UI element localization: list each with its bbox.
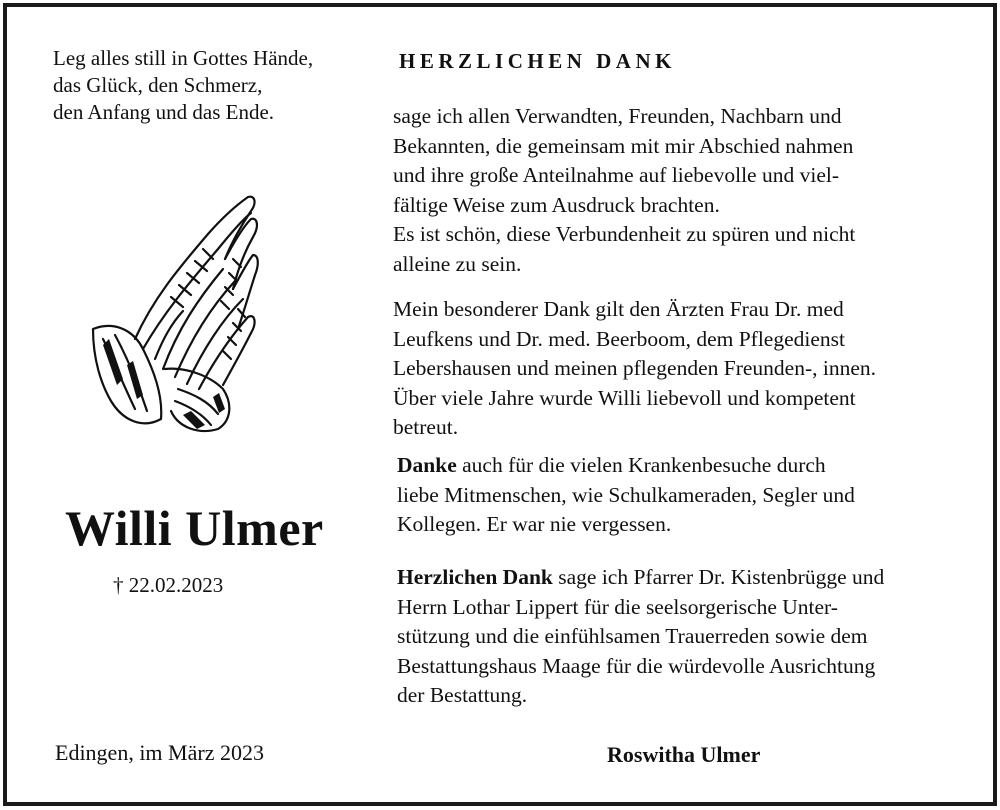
text-line: Leufkens und Dr. med. Beerboom, dem Pflegedienst: [393, 326, 845, 351]
poem-line: Leg alles still in Gottes Hände,: [53, 46, 314, 70]
text-line: betreut.: [393, 415, 459, 439]
paragraph-visits: [397, 451, 855, 540]
paragraph-doctors: [393, 295, 876, 443]
text-line: der Bestattung.: [397, 683, 528, 707]
place-date: Edingen, im März 2023: [55, 740, 264, 765]
text-line: Herrn Lothar Lippert für die seelsorgerische Unter-: [397, 594, 838, 619]
deceased-name: Willi Ulmer: [65, 500, 324, 556]
lead-word: Herzlichen Dank: [397, 565, 553, 589]
poem-line: den Anfang und das Ende.: [53, 100, 275, 124]
signature: Roswitha Ulmer: [607, 742, 761, 767]
death-date: † 22.02.2023: [113, 573, 224, 597]
praying-hands-icon: [83, 189, 263, 439]
lead-word: Danke: [397, 453, 457, 477]
text-line: liebe Mitmenschen, wie Schulkameraden, Segler und: [397, 482, 855, 507]
text-line: [397, 563, 884, 593]
obituary-card: [3, 3, 997, 806]
text-line: und ihre große Anteilnahme auf liebevolle und viel-: [393, 163, 839, 187]
poem-line: das Glück, den Schmerz,: [53, 73, 263, 97]
text-line: fältige Weise zum Ausdruck brachten.: [393, 192, 720, 217]
text-line: Kollegen. Er war nie vergessen.: [397, 512, 672, 536]
text-line: sage ich allen Verwandten, Freunden, Nachbarn und: [393, 104, 842, 128]
text-line: [397, 451, 855, 481]
paragraph-pastor: [397, 563, 884, 711]
heading: HERZLICHEN DANK: [399, 49, 676, 73]
line-rest: sage ich Pfarrer Dr. Kistenbrügge und: [552, 565, 885, 589]
poem: [53, 45, 313, 126]
paragraph-thanks: [393, 102, 855, 279]
text-line: alleine zu sein.: [393, 251, 522, 276]
text-line: stützung und die einfühlsamen Trauerreden sowie dem: [397, 624, 868, 648]
text-line: Bekannten, die gemeinsam mit mir Abschied nahmen: [393, 133, 854, 158]
text-line: Es ist schön, diese Verbundenheit zu spüren und nicht: [393, 222, 856, 246]
text-line: Lebershausen und meinen pflegenden Freunden-, innen.: [393, 356, 876, 380]
text-line: Über viele Jahre wurde Willi liebevoll und kompetent: [393, 385, 856, 410]
text-line: Mein besonderer Dank gilt den Ärzten Frau Dr. med: [393, 297, 844, 321]
text-line: Bestattungshaus Maage für die würdevolle Ausrichtung: [397, 653, 876, 678]
line-rest: auch für die vielen Krankenbesuche durch: [456, 453, 826, 477]
